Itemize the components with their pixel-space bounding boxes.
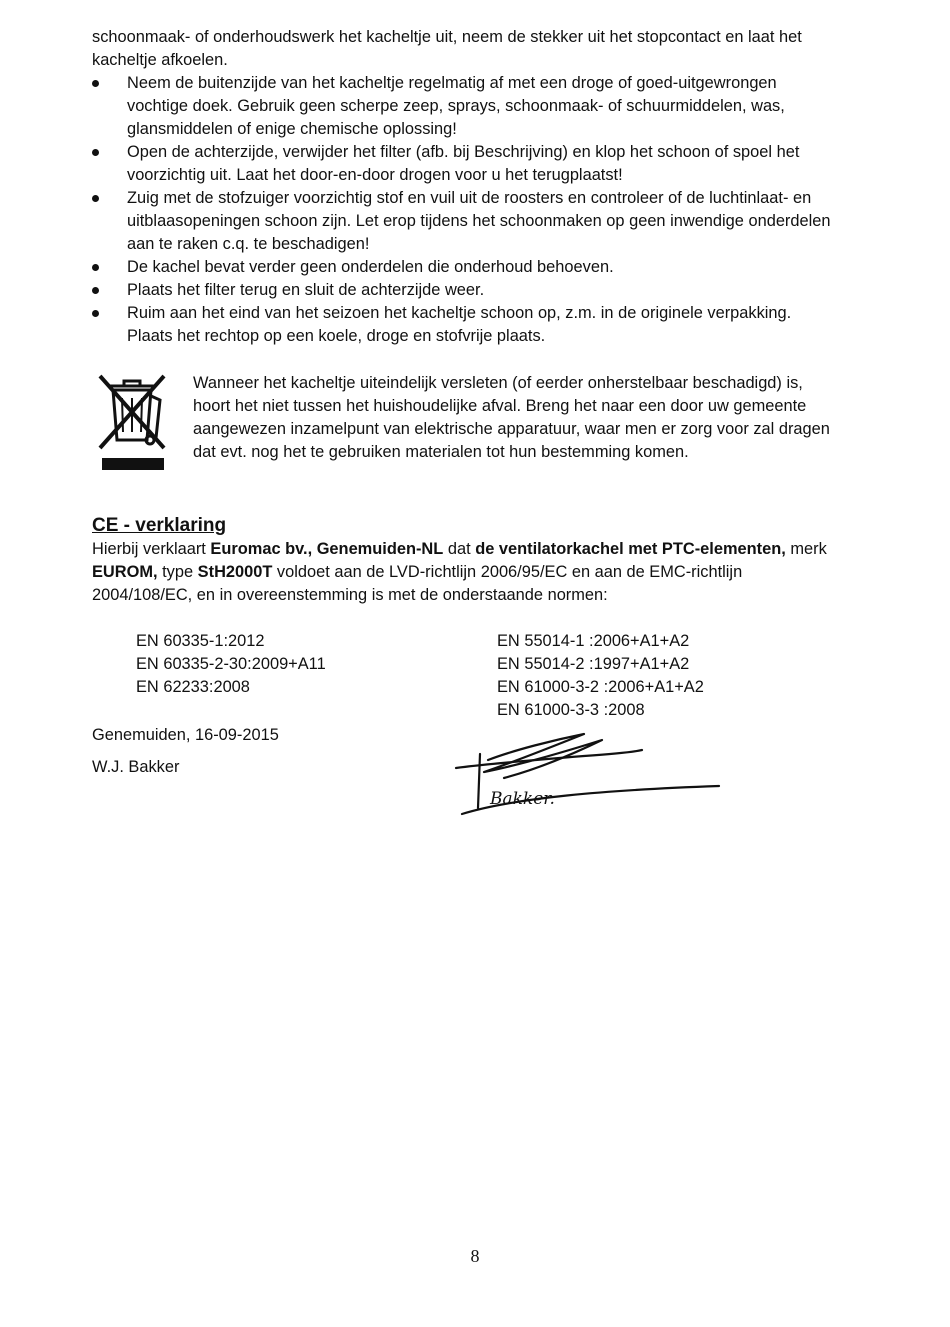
standard-item: EN 55014-1 :2006+A1+A2: [497, 632, 690, 650]
intro-paragraph: schoonmaak- of onderhoudswerk het kacheltje uit, neem de stekker uit het stopcontact en laat het kacheltje afkoelen.: [92, 28, 802, 69]
standard-item: EN 60335-2-30:2009+A11: [136, 655, 326, 673]
standards-list: [92, 630, 832, 722]
standards-column-left: [136, 630, 326, 699]
standards-column-right: [497, 630, 704, 722]
ce-declaration-heading: CE - verklaring: [92, 515, 227, 536]
list-item: Zuig met de stofzuiger voorzichtig stof en vuil uit de roosters en controleer of de luchtinlaat- en uitblaasopeningen schoon zijn. Let erop tijdens het schoonmaken op geen inwendige onderdelen aan te raken c.q. te beschadigen!: [92, 187, 832, 256]
signer-name: W.J. Bakker: [92, 758, 180, 776]
signature-lettering: Bakker.: [490, 789, 555, 809]
weee-disposal-section: [92, 372, 832, 490]
signature-block: [92, 724, 832, 834]
list-item: Neem de buitenzijde van het kacheltje regelmatig af met een droge of goed-uitgewrongen vochtige doek. Gebruik geen scherpe zeep, sprays, schoonmaak- of schuurmiddelen, was, glansmiddelen of enige chemische oplossing!: [92, 72, 832, 141]
list-item: De kachel bevat verder geen onderdelen die onderhoud behoeven.: [92, 256, 832, 279]
bullet-icon: [92, 80, 99, 87]
page-number: 8: [470, 1246, 480, 1266]
standard-item: EN 61000-3-2 :2006+A1+A2: [497, 678, 704, 696]
bullet-icon: [92, 264, 99, 271]
bullet-icon: [92, 287, 99, 294]
product-name: de ventilatorkachel met PTC-elementen,: [475, 540, 786, 558]
list-item: Plaats het filter terug en sluit de achterzijde weer.: [92, 279, 832, 302]
bullet-icon: [92, 149, 99, 156]
ce-declaration-paragraph: Hierbij verklaart Euromac bv., Genemuiden-NL dat de ventilatorkachel met PTC-elementen, merk EUROM, type StH2000T voldoet aan de LVD-richtlijn 2006/95/EC en aan de EMC-richtlijn 2004/108/EC, en in overeenstemming is met de onderstaande normen:: [92, 540, 827, 604]
brand-name: EUROM,: [92, 563, 158, 581]
standard-item: EN 61000-3-3 :2008: [497, 701, 645, 719]
place-and-date: Genemuiden, 16-09-2015: [92, 726, 279, 744]
bullet-icon: [92, 195, 99, 202]
crossed-out-wheelie-bin-icon: [96, 372, 168, 474]
weee-disposal-text: Wanneer het kacheltje uiteindelijk versleten (of eerder onherstelbaar beschadigd) is, hoort het niet tussen het huishoudelijke afval. Breng het naar een door uw gemeente aangewezen inzamelpunt van elektrische apparatuur, waar men er zorg voor zal dragen dat evt. nog het te gebruiken materialen tot hun bestemming komen.: [193, 374, 830, 461]
bullet-icon: [92, 310, 99, 317]
standard-item: EN 62233:2008: [136, 678, 250, 696]
document-page: [92, 26, 832, 834]
standard-item: EN 55014-2 :1997+A1+A2: [497, 655, 690, 673]
cleaning-instructions-list: [92, 72, 832, 348]
company-name: Euromac bv., Genemuiden-NL: [210, 540, 444, 558]
standard-item: EN 60335-1:2012: [136, 632, 265, 650]
model-name: StH2000T: [197, 563, 273, 581]
handwritten-signature: [454, 728, 729, 818]
list-item: Open de achterzijde, verwijder het filter (afb. bij Beschrijving) en klop het schoon of spoel het voorzichtig uit. Laat het door-en-door drogen voor u het terugplaatst!: [92, 141, 832, 187]
list-item: Ruim aan het eind van het seizoen het kacheltje schoon op, z.m. in de originele verpakking. Plaats het rechtop op een koele, droge en stofvrije plaats.: [92, 302, 832, 348]
